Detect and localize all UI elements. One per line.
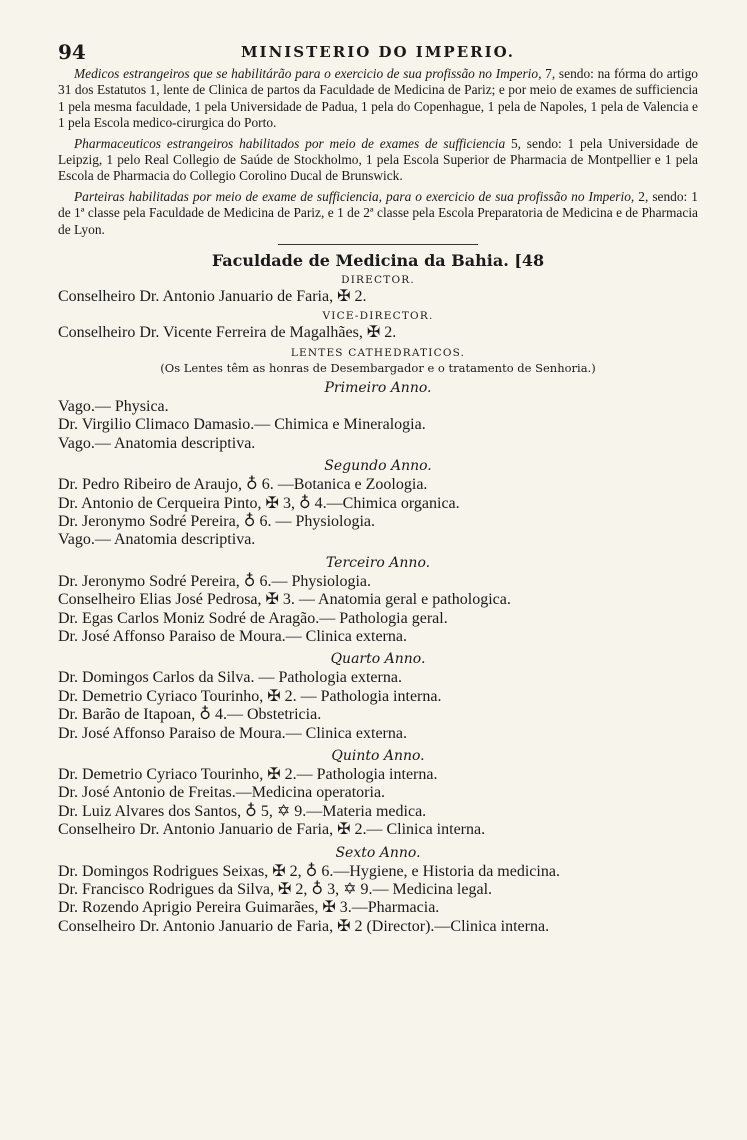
parteiras-text: 2, sendo: 1 de 1ª classe pela Faculdade de Medicina de Pariz, e 1 de 2ª classe pela Escola Preparatoria de Medicina e de Pharmacia de Lyon. <box>58 188 698 237</box>
director-label: DIRECTOR. <box>341 274 415 287</box>
faculty-entry: Dr. Egas Carlos Moniz Sodré de Aragão.— Pathologia geral. <box>58 609 448 627</box>
vice-director-entry: Conselheiro Dr. Vicente Ferreira de Magalhães, ✠ 2. <box>58 324 397 342</box>
faculty-entry: Dr. Pedro Ribeiro de Araujo, ♁ 6. —Botanica e Zoologia. <box>58 476 428 494</box>
year-heading-segundo: Segundo Anno. <box>324 458 432 475</box>
page-number: 94 <box>58 40 86 64</box>
faculty-entry: Dr. José Antonio de Freitas.—Medicina operatoria. <box>58 784 386 802</box>
medicos-text: 7, sendo: na fórma do artigo 31 dos Estatutos 1, lente de Clinica de partos da Faculdade de Medicina de Pariz; e por meio de exames de sufficiencia 1 pela mesma faculdade, 1 pela Universidade de Padua, 1 pela do Copenhague, 1 pela de Napoles, 1 pela de Valencia e 1 pela Escola medico-cirurgica do Porto. <box>58 66 698 131</box>
faculty-entry: Dr. Domingos Rodrigues Seixas, ✠ 2, ♁ 6.—Hygiene, e Historia da medicina. <box>58 862 560 880</box>
faculty-entry: Conselheiro Dr. Antonio Januario de Faria, ✠ 2.— Clinica interna. <box>58 821 486 839</box>
parteiras-title: Parteiras habilitadas por meio de exame de sufficiencia, para o exercicio de sua profissão no Imperio, <box>74 188 635 204</box>
faculty-entry: Dr. Rozendo Aprigio Pereira Guimarães, ✠ 3.—Pharmacia. <box>58 899 440 917</box>
vice-director-label: VICE-DIRECTOR. <box>322 310 434 323</box>
faculty-entry: Dr. Barão de Itapoan, ♁ 4.— Obstetricia. <box>58 706 322 724</box>
pharmaceuticos-title: Pharmaceuticos estrangeiros habilitados por meio de exames de sufficiencia <box>74 135 506 151</box>
faculty-entry: Vago.— Anatomia descriptiva. <box>58 434 256 452</box>
faculty-entry: Dr. Domingos Carlos da Silva. — Pathologia externa. <box>58 669 402 687</box>
faculty-entry: Dr. Demetrio Cyriaco Tourinho, ✠ 2. — Pathologia interna. <box>58 687 442 705</box>
faculty-entry: Conselheiro Elias José Pedrosa, ✠ 3. — Anatomia geral e pathologica. <box>58 591 511 609</box>
year-heading-terceiro: Terceiro Anno. <box>325 554 431 571</box>
document-page <box>58 40 698 936</box>
pharmaceuticos-paragraph <box>58 136 698 185</box>
lentes-note: (Os Lentes têm as honras de Desembargador e o tratamento de Senhoria.) <box>160 360 596 375</box>
year-heading-quarto: Quarto Anno. <box>330 651 426 668</box>
faculty-entry: Vago.— Physica. <box>58 397 169 415</box>
year-heading-quinto: Quinto Anno. <box>331 747 425 764</box>
faculty-entry: Dr. José Affonso Paraiso de Moura.— Clinica externa. <box>58 627 407 645</box>
running-title: MINISTERIO DO IMPERIO. <box>240 43 516 61</box>
parteiras-paragraph <box>58 189 698 238</box>
faculty-entry: Dr. Jeronymo Sodré Pereira, ♁ 6. — Physiologia. <box>58 512 376 530</box>
intro-section <box>58 66 698 238</box>
faculty-entry: Dr. Luiz Alvares dos Santos, ♁ 5, ✡ 9.—Materia medica. <box>58 802 427 820</box>
faculty-entry: Conselheiro Dr. Antonio Januario de Faria, ✠ 2 (Director).—Clinica interna. <box>58 917 550 935</box>
faculty-entry: Vago.— Anatomia descriptiva. <box>58 531 256 549</box>
page-header <box>58 40 698 66</box>
lentes-label: LENTES CATHEDRATICOS. <box>290 346 466 359</box>
faculty-entry: Dr. Demetrio Cyriaco Tourinho, ✠ 2.— Pathologia interna. <box>58 765 438 783</box>
faculty-entry: Dr. Francisco Rodrigues da Silva, ✠ 2, ♁ 3, ✡ 9.— Medicina legal. <box>58 881 493 898</box>
director-entry: Conselheiro Dr. Antonio Januario de Faria, ✠ 2. <box>58 288 367 306</box>
faculty-entry: Dr. Virgilio Climaco Damasio.— Chimica e Mineralogia. <box>58 416 426 434</box>
faculdade-title: Faculdade de Medicina da Bahia. [48 <box>211 251 545 271</box>
medicos-paragraph <box>58 66 698 132</box>
faculty-entry: Dr. Jeronymo Sodré Pereira, ♁ 6.— Physiologia. <box>58 572 372 590</box>
pharmaceuticos-text: 5, sendo: 1 pela Universidade de Leipzig, 1 pelo Real Collegio de Saúde de Stockholmo, 1 pela Escola Superior de Pharmacia de Montpellier e 1 pela Escola de Pharmacia do Collegio Corolino Ducal de Brunswick. <box>58 135 698 184</box>
faculty-entry: Dr. José Affonso Paraiso de Moura.— Clinica externa. <box>58 724 407 742</box>
year-heading-sexto: Sexto Anno. <box>335 844 421 861</box>
faculty-entry: Dr. Antonio de Cerqueira Pinto, ✠ 3, ♁ 4.—Chimica organica. <box>58 494 460 512</box>
medicos-title: Medicos estrangeiros que se habilitárão para o exercicio de sua profissão no Imperio, <box>74 66 542 81</box>
section-divider <box>278 244 478 245</box>
year-heading-primeiro: Primeiro Anno. <box>324 379 432 396</box>
